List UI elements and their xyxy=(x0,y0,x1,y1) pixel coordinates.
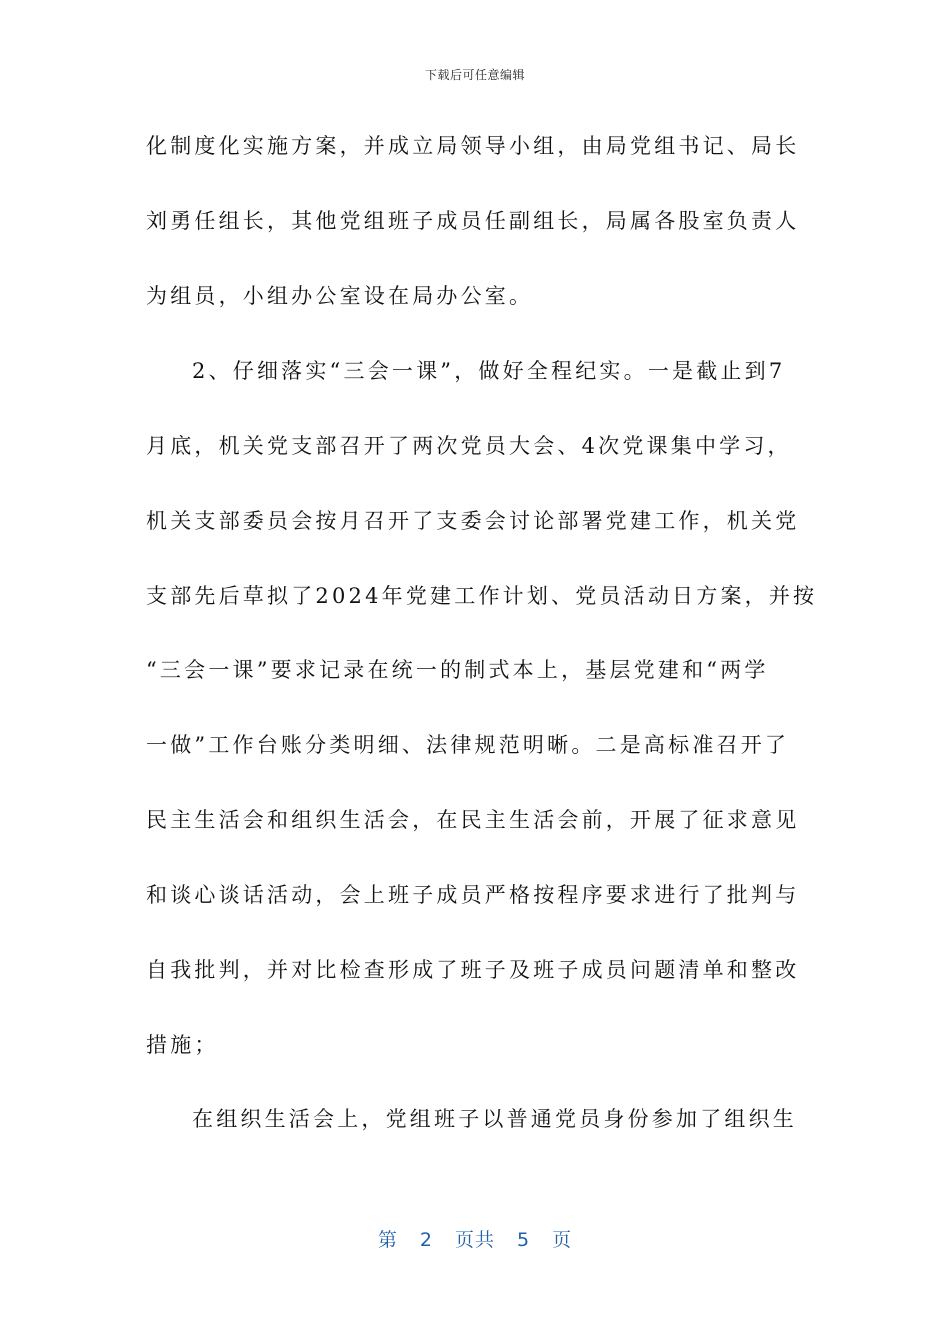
body-line-12: 自我批判，并对比检查形成了班子及班子成员问题清单和整改 xyxy=(146,958,800,982)
body-line-8: “三会一课”要求记录在统一的制式本上，基层党建和“两学 xyxy=(146,658,769,682)
page-number-footer xyxy=(0,1225,950,1252)
body-line-9: 一做”工作台账分类明细、法律规范明晰。二是高标准召开了 xyxy=(146,733,790,757)
footer-suffix: 页 xyxy=(552,1229,573,1251)
body-line-13: 措施； xyxy=(146,1033,219,1057)
body-line-5: 月底，机关党支部召开了两次党员大会、4次党课集中学习， xyxy=(146,434,792,458)
body-line-7: 支部先后草拟了2024年党建工作计划、党员活动日方案，并按 xyxy=(146,584,818,608)
body-line-10: 民主生活会和组织生活会，在民主生活会前，开展了征求意见 xyxy=(146,808,800,832)
paragraph-3-first-line: 在组织生活会上，党组班子以普通党员身份参加了组织生 xyxy=(192,1107,797,1131)
footer-middle: 页共 xyxy=(454,1229,495,1251)
footer-current-page: 2 xyxy=(419,1229,433,1251)
body-line-2: 刘勇任组长，其他党组班子成员任副组长，局属各股室负责人 xyxy=(146,209,800,233)
footer-total-pages: 5 xyxy=(517,1229,531,1251)
paragraph-2-first-line: 2、仔细落实“三会一课”，做好全程纪实。一是截止到7 xyxy=(192,359,786,383)
body-line-3: 为组员，小组办公室设在局办公室。 xyxy=(146,284,534,308)
footer-prefix: 第 xyxy=(377,1229,398,1251)
body-line-11: 和谈心谈话活动，会上班子成员严格按程序要求进行了批判与 xyxy=(146,883,800,907)
page-header-note: 下载后可任意编辑 xyxy=(424,68,525,82)
body-line-1: 化制度化实施方案，并成立局领导小组，由局党组书记、局长 xyxy=(146,134,800,158)
body-line-6: 机关支部委员会按月召开了支委会讨论部署党建工作，机关党 xyxy=(146,509,800,533)
